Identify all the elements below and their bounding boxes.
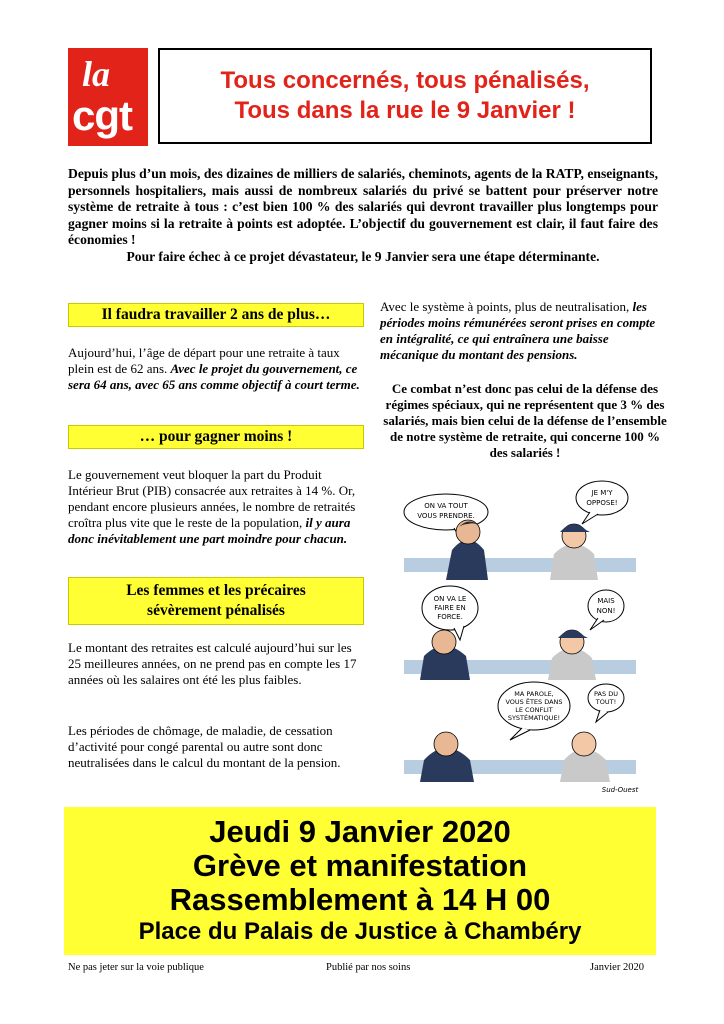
right-column-bold-statement: Ce combat n’est donc pas celui de la défense des régimes spéciaux, qui ne représentent que 3 % des salariés, mais bien celui de la défense de l’ensemble de notre système de retraite, qui concerne 100 % des salariés ! [383, 381, 667, 460]
event-banner [64, 807, 656, 955]
paragraph-text: Le montant des retraites est calculé aujourd’hui sur les 25 meilleures années, on ne prend pas en compte les 17 années où les salaires ont été les plus faibles. [68, 640, 357, 687]
bubble-4-line-2: NON! [596, 607, 616, 615]
cartoon-signature: Sud-Ouest [601, 786, 639, 794]
section-title-work-longer [68, 303, 364, 327]
paragraph-emphasis: les périodes moins rémunérées seront prises en compte en intégralité, ce qui entraînera une baisse mécanique du montant des pensions. [380, 299, 656, 362]
section-women-text-2 [68, 723, 364, 771]
section-work-longer-text [68, 345, 364, 393]
section-title-line-1: Les femmes et les précaires [126, 582, 306, 599]
bubble-2-line-2: OPPOSE! [586, 499, 618, 507]
bubble-1-line-2: VOUS PRENDRE. [417, 512, 475, 520]
headline-box [158, 48, 652, 144]
intro-paragraph: Depuis plus d’un mois, des dizaines de milliers de salariés, cheminots, agents de la RATP, enseignants, personnels hospitaliers, mais aussi de nombreux salariés du privé se battent pour préserver notre système de retraite à tous : c’est bien 100 % des salariés qui devront travailler plus longtemps pour gagner moins si la retraite à points est adoptée. L’objectif du gouvernement est clair, il faut faire des économies ! [68, 166, 658, 248]
bubble-4-line-1: MAIS [597, 597, 615, 605]
headline-line-1: Tous concernés, tous pénalisés, [220, 67, 590, 94]
section-title-text: … pour gagner moins ! [139, 428, 293, 445]
banner-time: Rassemblement à 14 H 00 [169, 882, 551, 917]
banner-date: Jeudi 9 Janvier 2020 [209, 814, 511, 849]
bubble-5-line-4: SYSTÉMATIQUE! [507, 714, 561, 722]
section-earn-less-text [68, 467, 364, 547]
bubble-2-line-1: JE M'Y [591, 489, 613, 497]
section-title-women-precarious [68, 577, 364, 625]
paragraph-text: Le gouvernement veut bloquer la part du Produit Intérieur Brut (PIB) consacrée aux retraites à 14 %. Or, pendant encore plusieurs années, le nombre de retraités croîtra plus vite que le reste de la population, [68, 467, 356, 530]
logo-text-cgt: cgt [72, 92, 132, 139]
paragraph-text: Les périodes de chômage, de maladie, de cessation d’activité pour congé parental ou autre sont donc neutralisées dans le calcul du montant de la pension. [68, 723, 341, 770]
logo-text-la: la [82, 54, 111, 94]
bubble-3-line-1: ON VA LE [433, 595, 467, 603]
bubble-3-line-2: FAIRE EN [434, 604, 466, 612]
paragraph-emphasis: Avec le projet du gouvernement, ce sera 64 ans, avec 65 ans comme objectif à court terme. [68, 361, 360, 392]
cartoon-panel-1 [404, 481, 636, 580]
section-title-earn-less [68, 425, 364, 449]
bubble-6-line-1: PAS DU [594, 690, 618, 698]
cartoon-panel-3 [404, 682, 638, 794]
banner-place: Place du Palais de Justice à Chambéry [138, 918, 582, 945]
right-column-text [380, 299, 670, 363]
footer-right: Janvier 2020 [590, 962, 644, 973]
bubble-5-line-2: VOUS ÊTES DANS [505, 698, 563, 706]
cartoon-panel-2 [404, 586, 636, 680]
intro-last-line: Pour faire échec à ce projet dévastateur, le 9 Janvier sera une étape déterminante. [126, 248, 600, 264]
footer-center: Publié par nos soins [326, 962, 411, 973]
cgt-logo [68, 48, 148, 146]
paragraph-text: Aujourd’hui, l’âge de départ pour une retraite à taux plein est de 62 ans. [68, 345, 340, 376]
section-title-text: Il faudra travailler 2 ans de plus… [101, 306, 331, 323]
bubble-5-line-3: LE CONFLIT [515, 706, 553, 714]
bubble-3-line-3: FORCE. [437, 613, 463, 621]
paragraph-text: Avec le système à points, plus de neutralisation, [380, 299, 633, 314]
section-women-text-1 [68, 640, 364, 688]
bubble-5-line-1: MA PAROLE, [514, 690, 554, 698]
footer-left: Ne pas jeter sur la voie publique [68, 962, 204, 973]
bubble-6-line-2: TOUT! [595, 698, 617, 706]
banner-strike: Grève et manifestation [192, 848, 528, 883]
paragraph-emphasis: il y aura donc inévitablement une part moindre pour chacun. [68, 515, 351, 546]
section-title-line-2: sévèrement pénalisés [147, 602, 285, 619]
intro-text [68, 166, 658, 266]
bubble-1-line-1: ON VA TOUT [424, 502, 468, 510]
headline-line-2: Tous dans la rue le 9 Janvier ! [234, 97, 576, 124]
cartoon-illustration [384, 470, 656, 796]
